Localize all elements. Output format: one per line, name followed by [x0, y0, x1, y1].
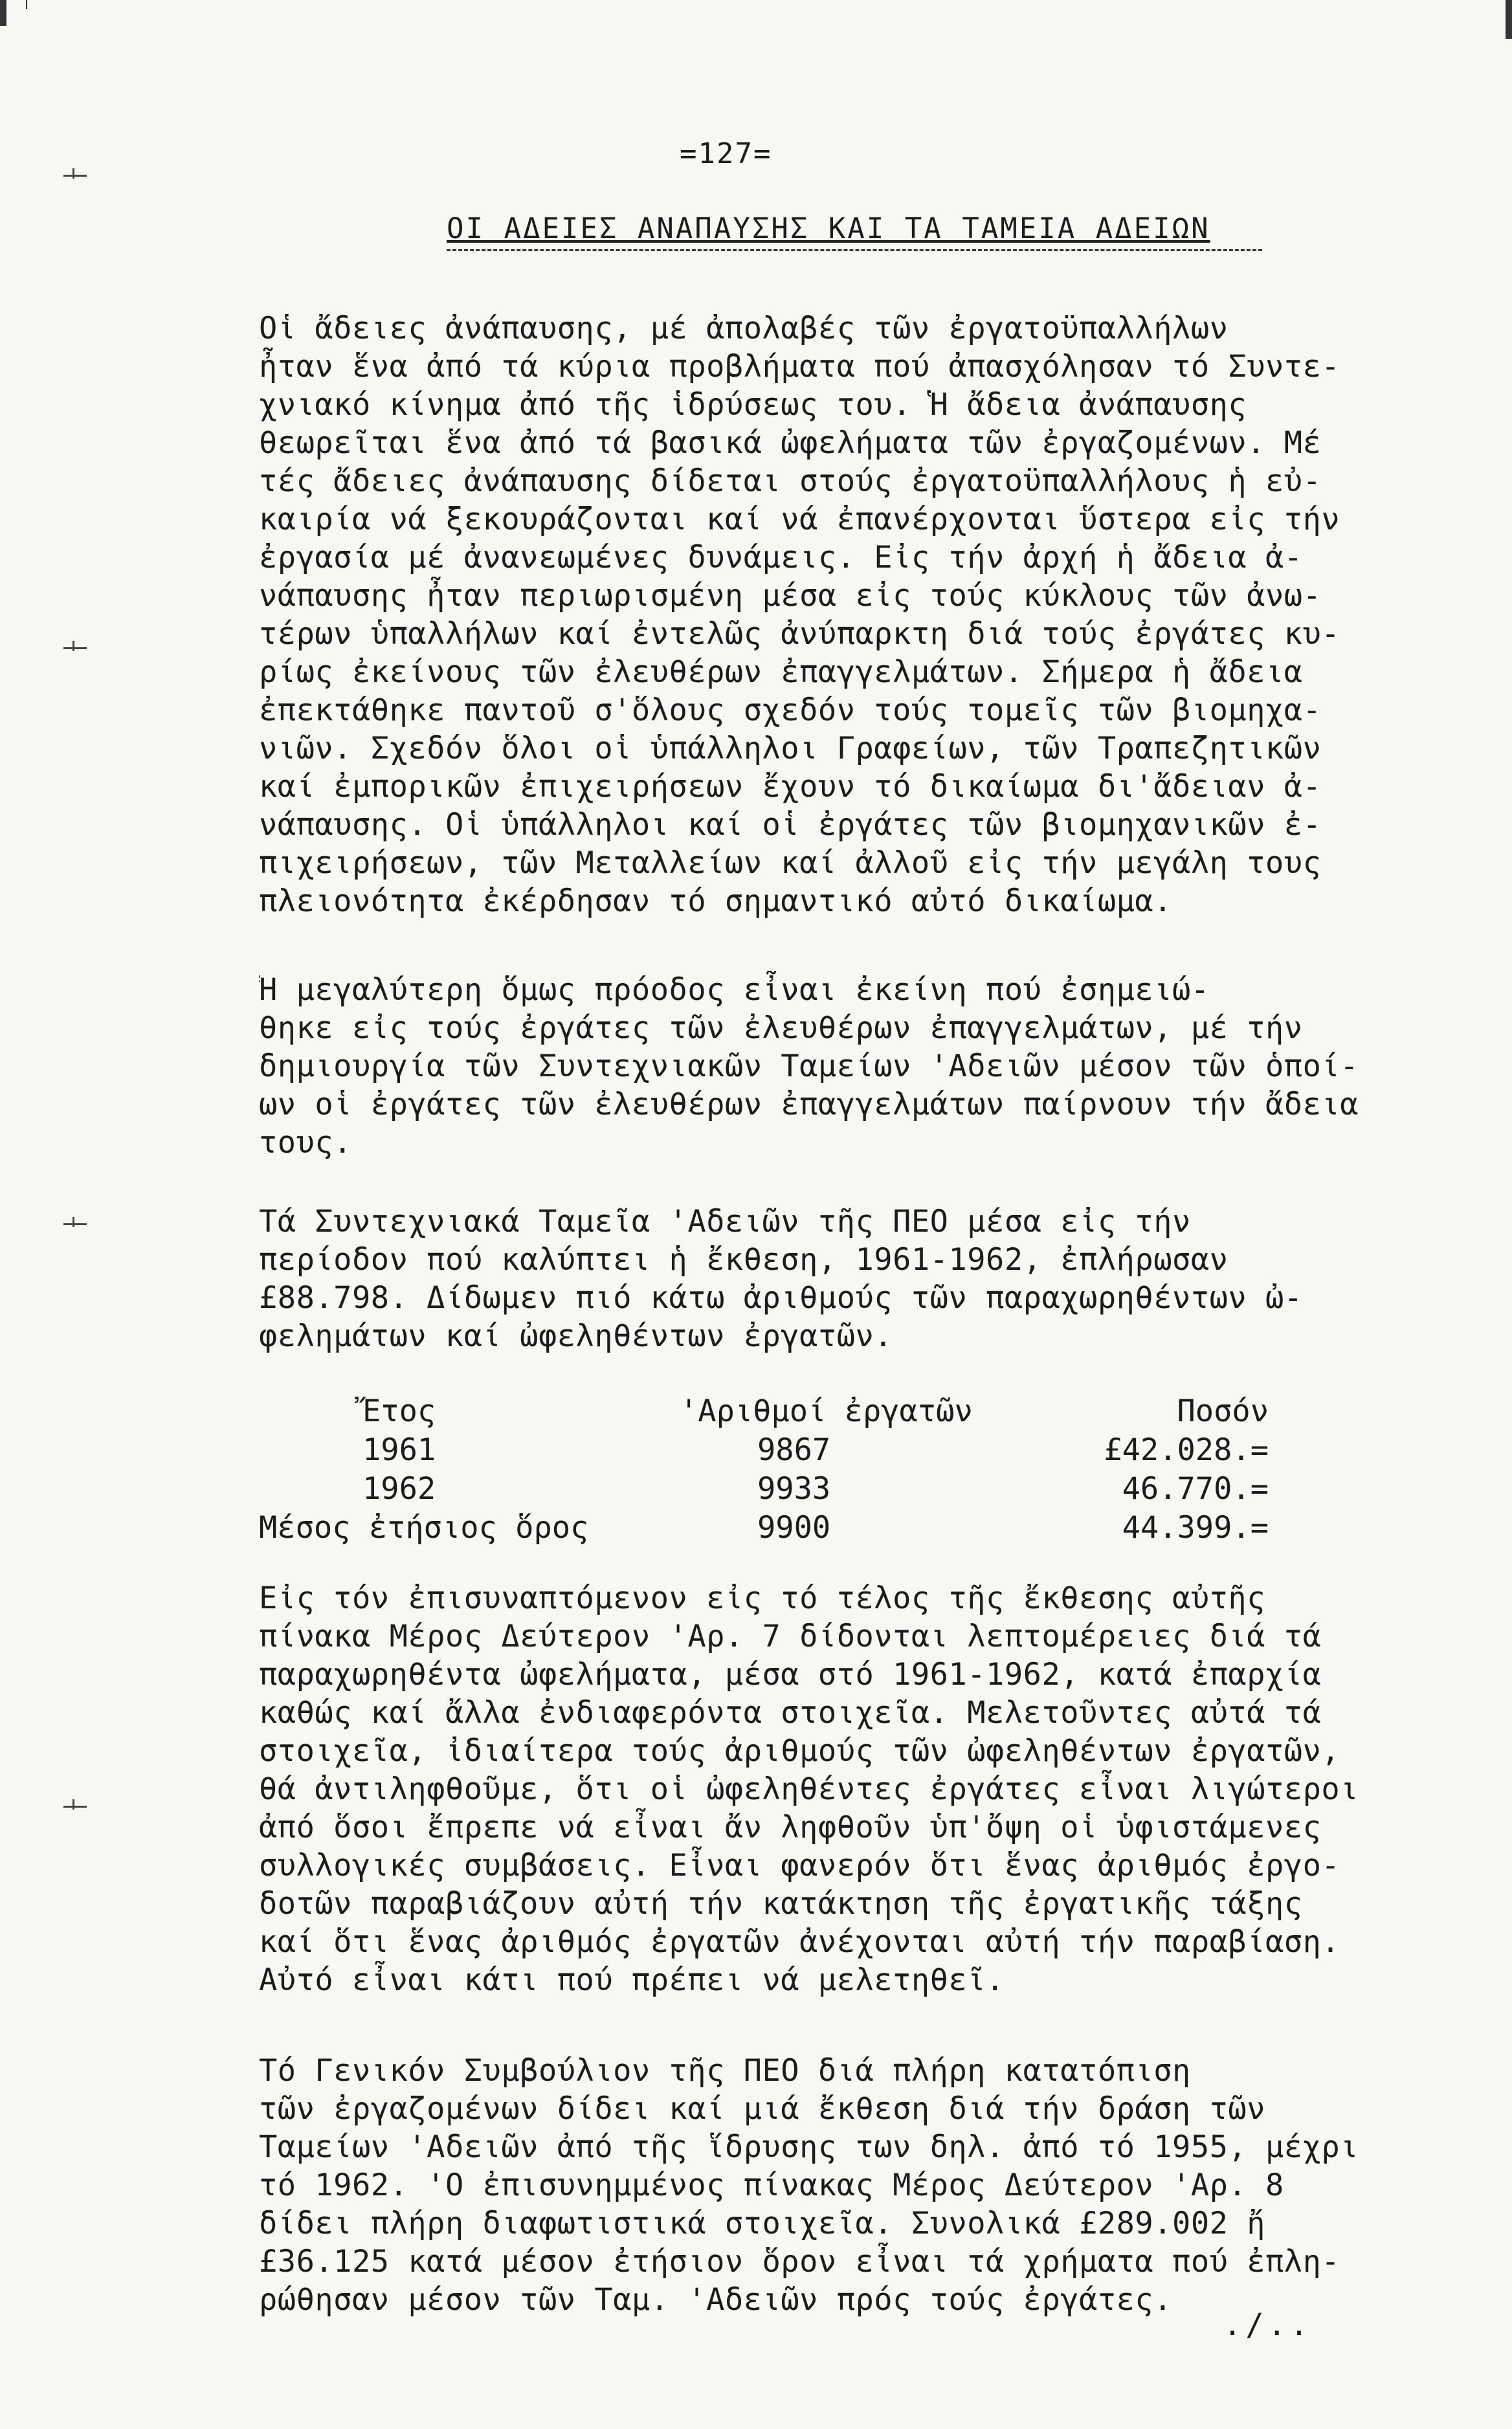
column-header-year: Ἔτος — [362, 1393, 436, 1429]
scan-edge-mark — [0, 0, 6, 26]
text-line: καί ὅτι ἕνας ἀριθμός ἐργατῶν ἀνέχονται αὐτή τήν παραβίαση. — [259, 1924, 1340, 1960]
table-row — [259, 1469, 1359, 1508]
text-line: ρίως ἐκείνους τῶν ἐλευθέρων ἐπαγγελμάτων. Σήμερα ἡ ἄδεια — [259, 654, 1303, 690]
scan-edge-mark — [26, 0, 27, 9]
text-line: Ἡ μεγαλύτερη ὅμως πρόοδος εἶναι ἐκείνη πού ἐσημειώ- — [259, 972, 1210, 1008]
text-line: τῶν ἐργαζομένων δίδει καί μιά ἔκθεση διά τήν δράση τῶν — [259, 2091, 1266, 2127]
text-line: πιχειρήσεων, τῶν Μεταλλείων καί ἀλλοῦ εἰς τήν μεγάλη τους — [259, 845, 1322, 881]
margin-mark — [63, 647, 87, 649]
cell-amount: 44.399.= — [1122, 1509, 1269, 1546]
cell-amount: £42.028.= — [1104, 1432, 1269, 1468]
stats-table — [259, 1392, 1359, 1547]
table-row — [259, 1508, 1359, 1547]
text-line: ἐπεκτάθηκε παντοῦ σ'ὅλους σχεδόν τούς τομεῖς τῶν βιομηχα- — [259, 693, 1322, 728]
text-line: φελημάτων καί ὠφεληθέντων ἐργατῶν. — [259, 1318, 893, 1354]
text-line: καθώς καί ἄλλα ἐνδιαφερόντα στοιχεῖα. Μελετοῦντες αὐτά τά — [259, 1695, 1322, 1731]
text-line: πλειονότητα ἐκέρδησαν τό σημαντικό αὐτό δικαίωμα. — [259, 883, 1173, 919]
text-line: ρώθησαν μέσον τῶν Ταμ. 'Αδειῶν πρός τούς ἐργάτες. — [259, 2282, 1173, 2318]
paragraph-5 — [259, 2052, 1443, 2319]
text-line: ων οἱ ἐργάτες τῶν ἐλευθέρων ἐπαγγελμάτων παίρνουν τήν ἄδεια — [259, 1087, 1359, 1122]
text-line: παραχωρηθέντα ὠφελήματα, μέσα στό 1961-1962, κατά ἐπαρχία — [259, 1657, 1322, 1692]
text-line: περίοδον πού καλύπτει ἡ ἔκθεση, 1961-1962, ἐπλήρωσαν — [259, 1242, 1228, 1278]
text-line: £88.798. Δίδωμεν πιό κάτω ἀριθμούς τῶν παραχωρηθέντων ὠ- — [259, 1280, 1303, 1316]
text-line: ἐργασία μέ ἀνανεωμένες δυνάμεις. Εἰς τήν ἀρχή ἡ ἄδεια ἀ- — [259, 540, 1303, 575]
text-line: χνιακό κίνημα ἀπό τῆς ἱδρύσεως του. Ἡ ἄδεια ἀνάπαυσης — [259, 387, 1247, 423]
page-title: ΟΙ ΑΔΕΙΕΣ ΑΝΑΠΑΥΣΗΣ ΚΑΙ ΤΑ ΤΑΜΕΙΑ ΑΔΕΙΩΝ — [447, 212, 1262, 251]
text-line: τές ἄδειες ἀνάπαυσης δίδεται στούς ἐργατοϋπαλλήλους ἡ εὐ- — [259, 463, 1322, 499]
text-line: θεωρεῖται ἕνα ἀπό τά βασικά ὠφελήματα τῶν ἐργαζομένων. Μέ — [259, 425, 1322, 461]
table-row — [259, 1430, 1359, 1469]
cell-amount: 46.770.= — [1122, 1470, 1269, 1507]
paragraph-4 — [259, 1579, 1443, 1999]
paragraph-1 — [259, 309, 1443, 920]
margin-mark — [63, 1806, 87, 1808]
page-number: =127= — [680, 137, 772, 170]
cell-year: Μέσος ἐτήσιος ὅρος — [259, 1509, 589, 1546]
paragraph-3 — [259, 1203, 1443, 1355]
text-line: θά ἀντιληφθοῦμε, ὅτι οἱ ὠφεληθέντες ἐργάτες εἶναι λιγώτεροι — [259, 1771, 1359, 1807]
cell-workers: 9867 — [757, 1432, 831, 1468]
text-line: ἦταν ἕνα ἀπό τά κύρια προβλήματα πού ἀπασχόλησαν τό Συντε- — [259, 349, 1340, 384]
text-line: νιῶν. Σχεδόν ὅλοι οἱ ὑπάλληλοι Γραφείων, τῶν Τραπεζητικῶν — [259, 731, 1322, 766]
text-line: ἀπό ὅσοι ἔπρεπε νά εἶναι ἄν ληφθοῦν ὑπ'ὄψη οἱ ὑφιστάμενες — [259, 1810, 1322, 1845]
text-line: δοτῶν παραβιάζουν αὐτή τήν κατάκτηση τῆς ἐργατικῆς τάξης — [259, 1886, 1303, 1922]
text-line: στοιχεῖα, ἰδιαίτερα τούς ἀριθμούς τῶν ὠφεληθέντων ἐργατῶν, — [259, 1733, 1340, 1769]
text-line: νάπαυσης. Οἱ ὑπάλληλοι καί οἱ ἐργάτες τῶν βιομηχανικῶν ἐ- — [259, 807, 1322, 843]
text-line: τέρων ὑπαλλήλων καί ἐντελῶς ἀνύπαρκτη διά τούς ἐργάτες κυ- — [259, 616, 1340, 652]
text-line: Ταμείων 'Αδειῶν ἀπό τῆς ἵδρυσης των δηλ. ἀπό τό 1955, μέχρι — [259, 2129, 1359, 2165]
text-line: Τά Συντεχνιακά Ταμεῖα 'Αδειῶν τῆς ΠΕΟ μέσα εἰς τήν — [259, 1204, 1191, 1239]
text-line: τους. — [259, 1125, 352, 1160]
text-line: τό 1962. 'Ο ἐπισυνημμένος πίνακας Μέρος Δεύτερον 'Αρ. 8 — [259, 2168, 1284, 2203]
text-line: Τό Γενικόν Συμβούλιον τῆς ΠΕΟ διά πλήρη κατατόπιση — [259, 2053, 1191, 2089]
text-line: συλλογικές συμβάσεις. Εἶναι φανερόν ὅτι ἕνας ἀριθμός ἐργο- — [259, 1848, 1340, 1883]
cell-year: 1961 — [362, 1432, 436, 1468]
paragraph-2 — [259, 971, 1443, 1162]
scan-edge-mark — [1506, 0, 1512, 39]
stats-header-row — [259, 1392, 1359, 1430]
margin-mark — [63, 175, 87, 177]
text-line: καιρία νά ξεκουράζονται καί νά ἐπανέρχονται ὕστερα εἰς τήν — [259, 502, 1340, 537]
column-header-amount: Ποσόν — [1177, 1393, 1269, 1429]
text-line: Εἰς τόν ἐπισυναπτόμενον εἰς τό τέλος τῆς ἔκθεσης αὐτῆς — [259, 1581, 1266, 1616]
cell-workers: 9933 — [757, 1470, 831, 1507]
text-line: Αὐτό εἶναι κάτι πού πρέπει νά μελετηθεῖ. — [259, 1962, 1005, 1998]
text-line: πίνακα Μέρος Δεύτερον 'Αρ. 7 δίδονται λεπτομέρειες διά τά — [259, 1619, 1322, 1654]
text-line: δίδει πλήρη διαφωτιστικά στοιχεῖα. Συνολικά £289.002 ἤ — [259, 2206, 1266, 2241]
margin-mark — [63, 1223, 87, 1225]
column-header-workers: 'Αριθμοί ἐργατῶν — [680, 1393, 973, 1429]
cell-year: 1962 — [362, 1470, 436, 1507]
text-line: δημιουργία τῶν Συντεχνιακῶν Ταμείων 'Αδειῶν μέσον τῶν ὁποί- — [259, 1048, 1359, 1084]
text-line: θηκε εἰς τούς ἐργάτες τῶν ἐλευθέρων ἐπαγγελμάτων, μέ τήν — [259, 1010, 1303, 1046]
cell-workers: 9900 — [757, 1509, 831, 1546]
text-line: £36.125 κατά μέσον ἐτήσιον ὅρον εἶναι τά χρήματα πού ἐπλη- — [259, 2244, 1340, 2279]
text-line: νάπαυσης ἦταν περιωρισμένη μέσα εἰς τούς κύκλους τῶν ἀνω- — [259, 578, 1322, 614]
text-line: καί ἐμπορικῶν ἐπιχειρήσεων ἔχουν τό δικαίωμα δι'ἄδειαν ἀ- — [259, 769, 1322, 804]
text-line: Οἱ ἄδειες ἀνάπαυσης, μέ ἀπολαβές τῶν ἐργατοϋπαλλήλων — [259, 311, 1228, 346]
continued-mark: ./.. — [1223, 2307, 1313, 2343]
